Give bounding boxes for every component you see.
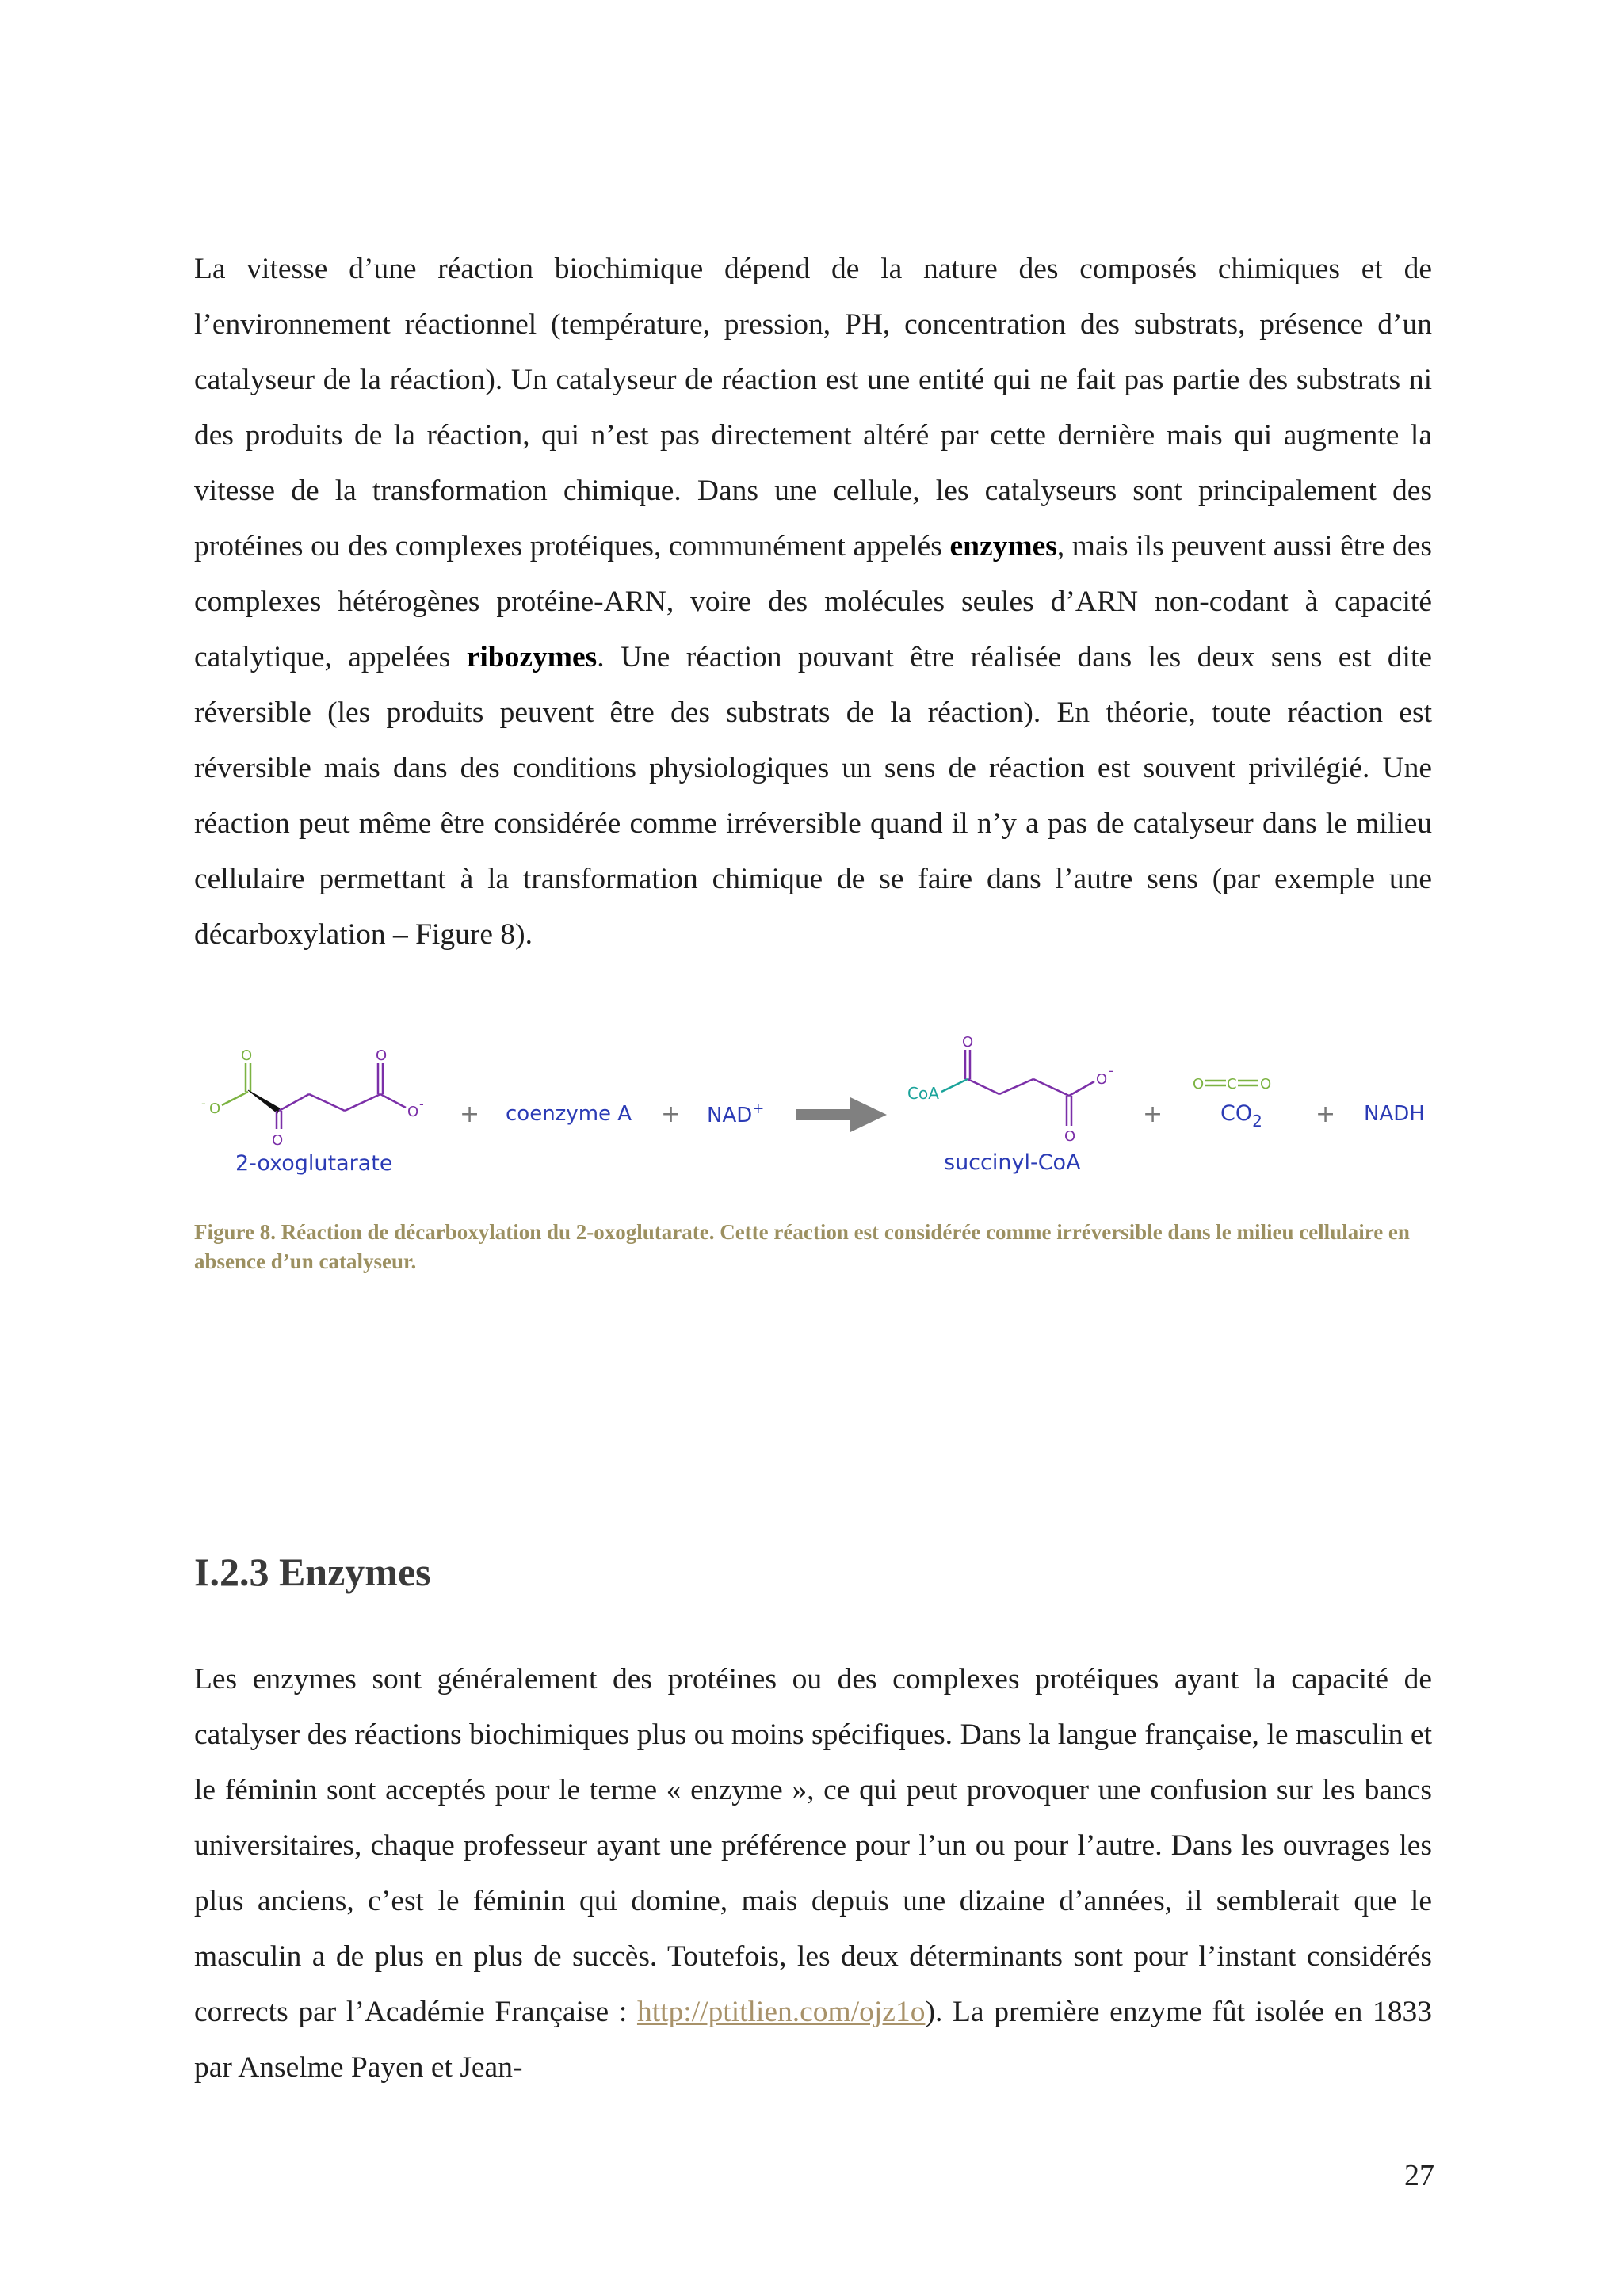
- carbon-label: C: [1227, 1076, 1237, 1093]
- succinyl-coa-structure: [941, 1050, 1094, 1126]
- charge-label: -: [419, 1097, 424, 1112]
- plus-sign: +: [1316, 1100, 1336, 1128]
- oxygen-label: O: [1096, 1071, 1108, 1088]
- oxygen-label: O: [1260, 1076, 1272, 1093]
- paragraph-1-text-b: , mais ils peuvent aussi être des complexes hétérogènes protéine-ARN, voire des molécules seules d’ARN non-codant à capacité catalytique, appelées: [194, 530, 1432, 673]
- plus-sign: +: [661, 1100, 682, 1128]
- oxoglutarate-structure: [222, 1063, 406, 1129]
- plus-sign: +: [1143, 1100, 1163, 1128]
- oxygen-label: O: [407, 1104, 419, 1120]
- reaction-figure: [190, 1018, 1442, 1192]
- oxygen-label: O: [209, 1100, 221, 1117]
- product-succinyl-coa-label: succinyl-CoA: [944, 1150, 1081, 1175]
- section-heading: I.2.3 Enzymes: [194, 1550, 431, 1594]
- product-co2-label: $CO_2$: [1220, 1101, 1262, 1131]
- paragraph-2-text: Les enzymes sont généralement des protéines ou des complexes protéiques ayant la capacité de catalyser des réactions biochimiques plus ou moins spécifiques. Dans la langue française, le masculin et le féminin sont acceptés pour le terme « enzyme », ce qui peut provoquer une confusion sur les bancs universitaires, chaque professeur ayant une préférence pour l’un ou pour l’autre. Dans les ouvrages les plus anciens, c’est le féminin qui domine, mais depuis une dizaine d’années, il semblerait que le masculin a de plus en plus de succès. Toutefois, les deux déterminants sont pour l’instant considérés corrects par l’Académie Française :: [194, 1663, 1432, 2028]
- term-enzymes: enzymes: [949, 530, 1057, 563]
- oxygen-label: O: [962, 1034, 974, 1051]
- reference-link[interactable]: http://ptitlien.com/ojz1o: [636, 1996, 926, 2028]
- page-number: 27: [1404, 2159, 1434, 2192]
- reactant-coenzyme-a-label: coenzyme A: [506, 1102, 632, 1126]
- charge-label: -: [201, 1096, 206, 1111]
- reactant-2-oxoglutarate-label: 2-oxoglutarate: [235, 1151, 393, 1176]
- paragraph-1-text-a: La vitesse d’une réaction biochimique dépend de la nature des composés chimiques et de l’environnement réactionnel (température, pression, PH, concentration des substrats, présence d’un catalyseur de la réaction). Un catalyseur de réaction est une entité qui ne fait pas partie des substrats ni des produits de la réaction, qui n’est pas directement altéré par cette dernière mais qui augmente la vitesse de la transformation chimique. Dans une cellule, les catalyseurs sont principalement des protéines ou des complexes protéiques, communément appelés: [194, 253, 1432, 563]
- paragraph-2-text-end: ). La première enzyme fût isolée en 1833 par Anselme Payen et Jean-: [194, 1996, 1432, 2084]
- oxygen-label: O: [241, 1047, 253, 1064]
- reaction-arrow-icon: [796, 1097, 887, 1132]
- paragraph-1-text-c: . Une réaction pouvant être réalisée dans les deux sens est dite réversible (les produits peuvent être des substrats de la réaction). En théorie, toute réaction est réversible mais dans des conditions physiologiques un sens de réaction est souvent privilégié. Une réaction peut même être considérée comme irréversible quand il n’y a pas de catalyseur dans le milieu cellulaire permettant à la transformation chimique de se faire dans l’autre sens (par exemple une décarboxylation – Figure 8).: [194, 641, 1433, 951]
- reactant-nad-label: NAD+: [707, 1100, 765, 1127]
- body-paragraph-2: [194, 1652, 1432, 2096]
- charge-label: -: [1109, 1063, 1113, 1078]
- oxygen-label: O: [272, 1132, 284, 1149]
- coa-group-label: CoA: [907, 1084, 939, 1103]
- term-ribozymes: ribozymes: [466, 641, 598, 673]
- product-nadh-label: NADH: [1364, 1102, 1425, 1126]
- oxygen-label: O: [1064, 1128, 1076, 1145]
- oxygen-label: O: [376, 1047, 388, 1064]
- body-paragraph-1: [194, 242, 1432, 963]
- oxygen-label: O: [1193, 1076, 1205, 1093]
- plus-sign: +: [460, 1100, 480, 1128]
- figure-caption: Figure 8. Réaction de décarboxylation du 2-oxoglutarate. Cette réaction est considérée comme irréversible dans le milieu cellulaire en absence d’un catalyseur.: [194, 1220, 1410, 1273]
